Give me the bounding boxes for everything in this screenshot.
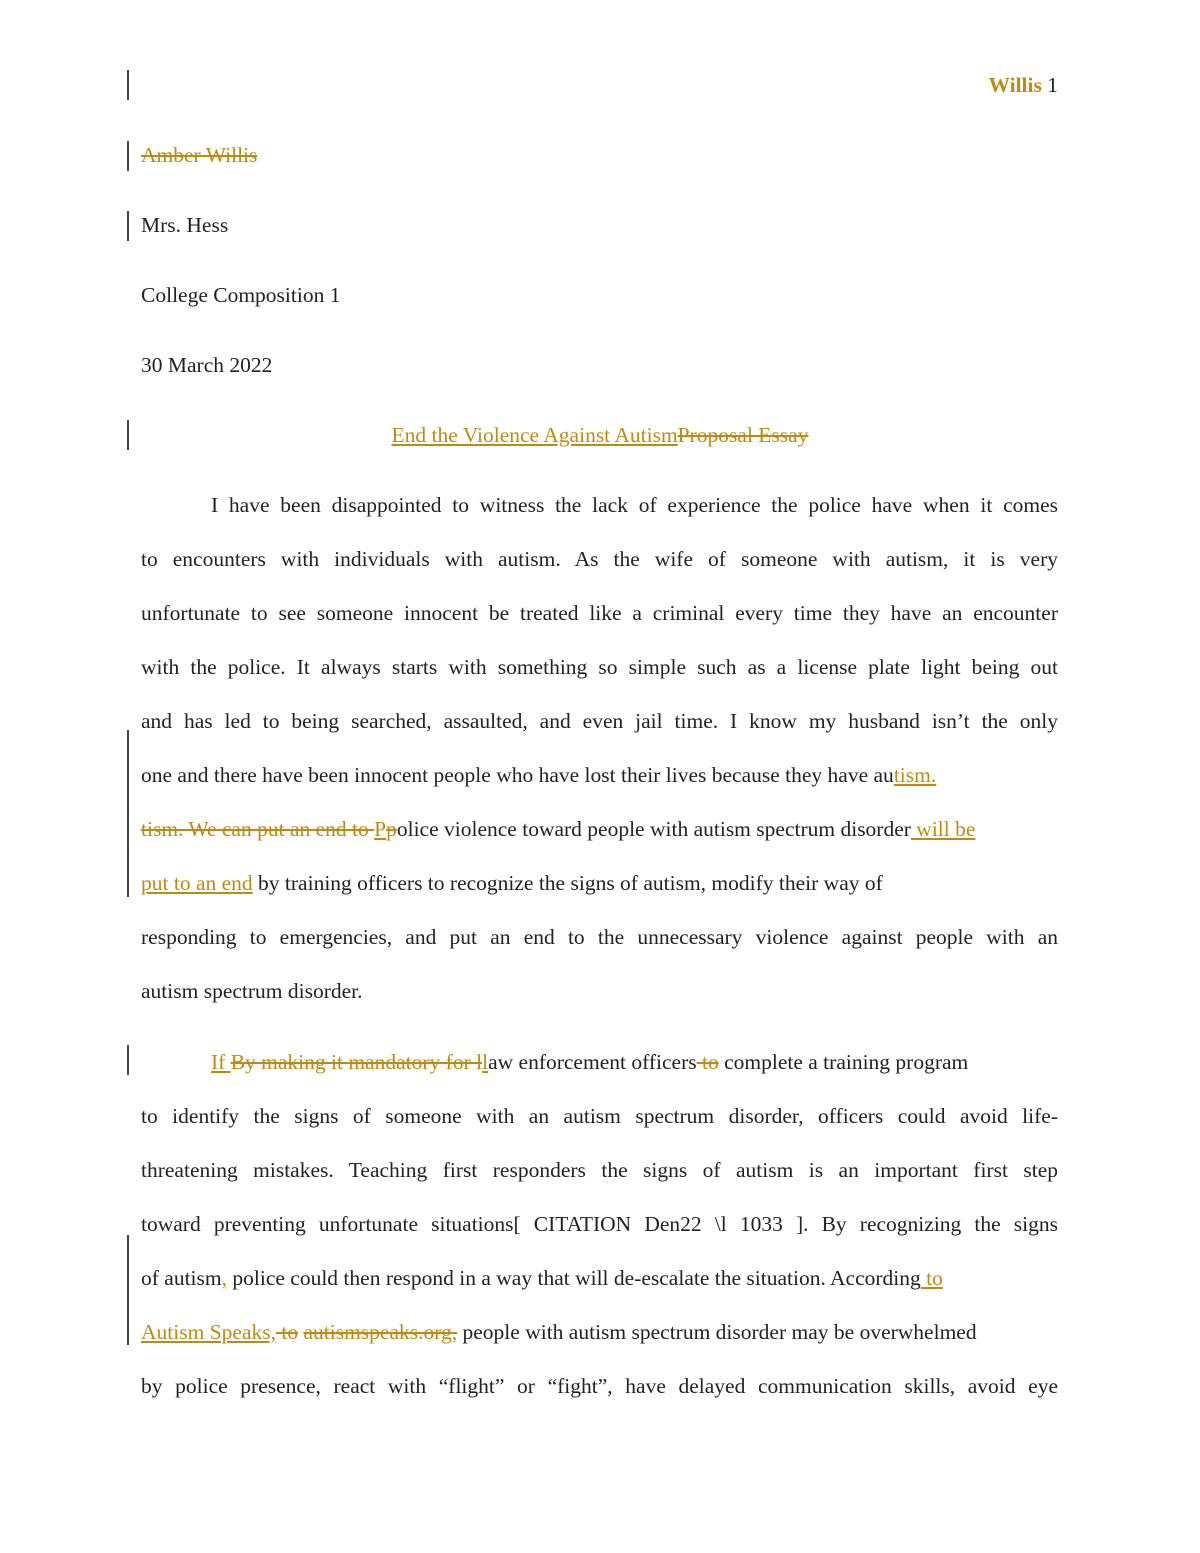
inserted-text: put to an end xyxy=(141,871,253,895)
change-bar xyxy=(127,141,129,171)
deleted-text: to xyxy=(275,1320,299,1344)
text-line: to encounters with individuals with autism. As the wife of someone with autism, it is very xyxy=(141,547,1058,571)
text-line: with the police. It always starts with something so simple such as a license plate light being out xyxy=(141,655,1058,679)
text-line: put to an end by training officers to recognize the signs of autism, modify their way of xyxy=(141,871,883,895)
change-bar xyxy=(127,70,129,100)
page-header xyxy=(989,73,1059,98)
text-line: threatening mistakes. Teaching first responders the signs of autism is an important first step xyxy=(141,1158,1058,1182)
deleted-text: p xyxy=(386,817,397,841)
change-bar xyxy=(127,730,129,897)
deleted-text: By making it mandatory for l xyxy=(230,1050,483,1074)
inserted-text: to xyxy=(920,1266,943,1290)
text-line: toward preventing unfortunate situations[ CITATION Den22 \l 1033 ]. By recognizing the signs xyxy=(141,1212,1058,1236)
header-surname: Willis xyxy=(988,73,1042,97)
instructor-name: Mrs. Hess xyxy=(141,213,229,237)
text-line: Autism Speaks, to autismspeaks.org, people with autism spectrum disorder may be overwhelmed xyxy=(141,1320,977,1344)
author-name-deleted: Amber Willis xyxy=(141,143,258,167)
inserted-text: If xyxy=(211,1050,231,1074)
title-deleted: Proposal Essay xyxy=(677,423,809,447)
text-line: and has led to being searched, assaulted, and even jail time. I know my husband isn’t the only xyxy=(141,709,1058,733)
inserted-text: Autism Speaks, xyxy=(141,1320,276,1344)
body-paragraph-1 xyxy=(141,478,1058,1018)
course-name: College Composition 1 xyxy=(141,283,341,307)
change-bar xyxy=(127,211,129,241)
text-line: of autism, police could then respond in a way that will de-escalate the situation. According to xyxy=(141,1266,943,1290)
inserted-text: P xyxy=(374,817,387,841)
text-line: I have been disappointed to witness the lack of experience the police have when it comes xyxy=(211,493,1058,517)
text-line: tism. We can put an end to Ppolice violence toward people with autism spectrum disorder will be xyxy=(141,817,976,841)
inserted-text: will be xyxy=(910,817,976,841)
change-bar xyxy=(127,1045,129,1075)
title-inserted: End the Violence Against Autism xyxy=(391,423,678,447)
essay-title xyxy=(0,423,1200,448)
text-line: unfortunate to see someone innocent be treated like a criminal every time they have an encounter xyxy=(141,601,1058,625)
text-line: If By making it mandatory for llaw enforcement officers to complete a training program xyxy=(211,1050,969,1074)
text-line: one and there have been innocent people who have lost their lives because they have autism. xyxy=(141,763,937,787)
inserted-text: , xyxy=(221,1266,227,1290)
inserted-text: l xyxy=(482,1050,489,1074)
deleted-text: autismspeaks.org, xyxy=(303,1320,458,1344)
deleted-text: to xyxy=(696,1050,719,1074)
text-line: responding to emergencies, and put an end to the unnecessary violence against people with an xyxy=(141,925,1058,949)
body-paragraph-2 xyxy=(141,1035,1058,1413)
text-line: by police presence, react with “flight” or “fight”, have delayed communication skills, avoid eye xyxy=(141,1374,1058,1398)
inserted-text: tism. xyxy=(893,763,937,787)
deleted-text: tism. We can put an end to xyxy=(141,817,375,841)
text-line: autism spectrum disorder. xyxy=(141,979,363,1003)
page-number: 1 xyxy=(1047,73,1058,97)
date: 30 March 2022 xyxy=(141,353,273,377)
change-bar xyxy=(127,1235,129,1345)
text-line: to identify the signs of someone with an autism spectrum disorder, officers could avoid life- xyxy=(141,1104,1058,1128)
